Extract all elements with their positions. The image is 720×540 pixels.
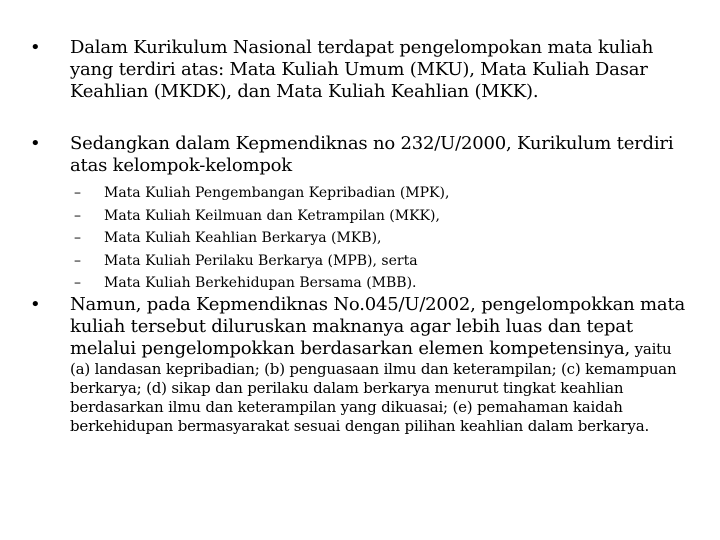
bullet-text: Sedangkan dalam Kepmendiknas no 232/U/2000, Kurikulum terdiri atas kelompok-kelompok (70, 133, 674, 176)
list-item-text: Mata Kuliah Pengembangan Kepribadian (MPK), (104, 185, 450, 201)
list-item-text: Mata Kuliah Keilmuan dan Ketrampilan (MKK), (104, 207, 440, 224)
bullet-kepmendiknas-045 (30, 294, 690, 436)
list-item (74, 182, 674, 205)
list-item-text: Mata Kuliah Perilaku Berkarya (MPB), serta (104, 252, 418, 269)
bullet-kepmendiknas-232 (30, 133, 690, 177)
kompetensi-elements-text: (a) landasan kepribadian; (b) penguasaan ilmu dan keterampilan; (c) kemampuan berkarya; (d) sikap dan perilaku dalam berkarya menurut tingkat keahlian berdasarkan ilmu dan keterampilan yang dikuasai; (e) pemahaman kaidah berkehidupan bermasyarakat sesuai dengan pilihan keahlian dalam berkarya. (70, 360, 677, 435)
bullet-kurikulum-nasional (30, 37, 690, 103)
dash-marker: – (74, 207, 81, 224)
bullet-marker: • (30, 37, 41, 58)
dash-marker: – (74, 275, 81, 291)
kelompok-mata-kuliah-list (74, 182, 674, 295)
list-item (74, 250, 674, 273)
list-item (74, 272, 674, 295)
bullet-text (70, 294, 690, 436)
bullet-main-text: Namun, pada Kepmendiknas No.045/U/2002, pengelompokkan mata kuliah tersebut diluruskan maknanya agar lebih luas dan tepat melalui pengelompokkan berdasarkan elemen kompetensinya, (70, 294, 686, 359)
list-item (74, 205, 674, 228)
dash-marker: – (74, 252, 81, 269)
list-item-text: Mata Kuliah Berkehidupan Bersama (MBB). (104, 275, 417, 291)
dash-marker: – (74, 185, 81, 201)
list-item-text: Mata Kuliah Keahlian Berkarya (MKB), (104, 230, 382, 246)
bullet-marker: • (30, 294, 41, 315)
bullet-inline-text: yaitu (630, 340, 672, 358)
bullet-text: Dalam Kurikulum Nasional terdapat pengelompokan mata kuliah yang terdiri atas: Mata Kuliah Umum (MKU), Mata Kuliah Dasar Keahlian (MKDK), dan Mata Kuliah Keahlian (MKK). (70, 37, 654, 102)
list-item (74, 227, 674, 250)
bullet-marker: • (30, 133, 41, 154)
dash-marker: – (74, 230, 81, 246)
